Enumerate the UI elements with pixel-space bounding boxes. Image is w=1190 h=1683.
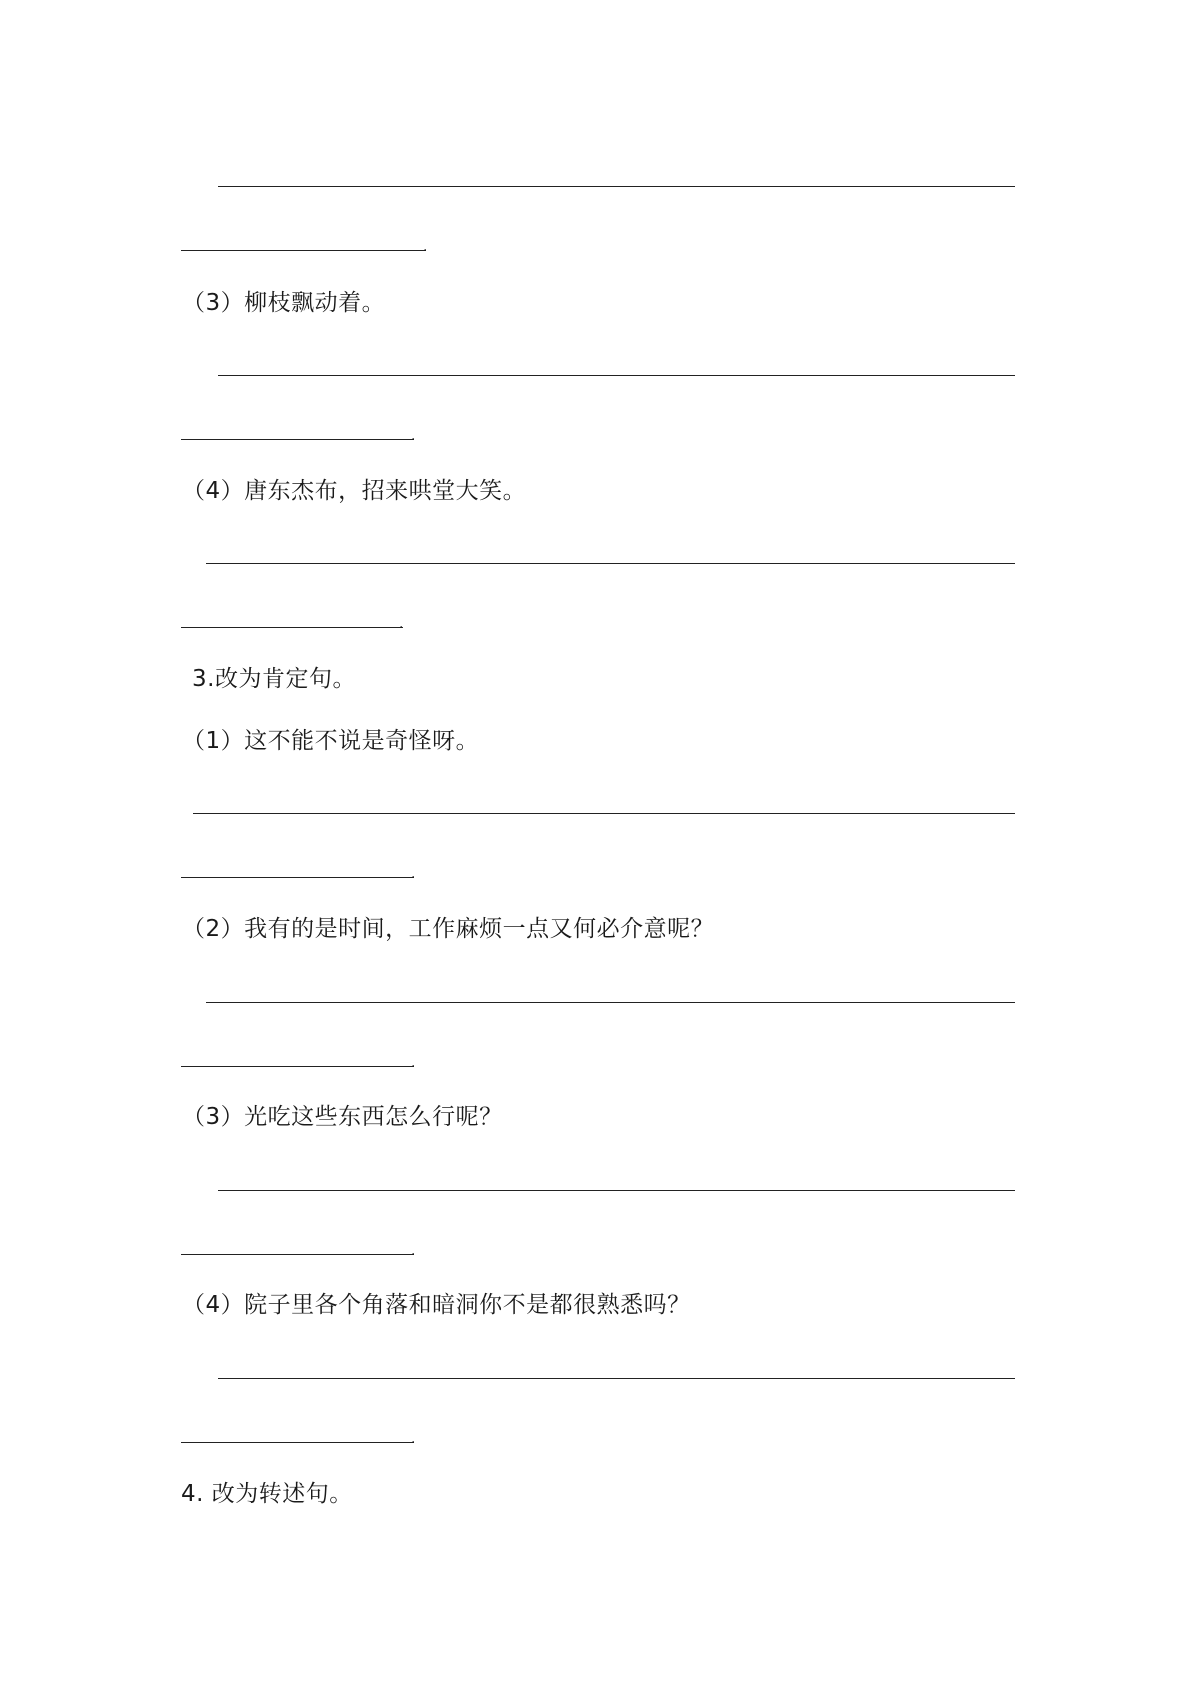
answer-line[interactable] [218,375,1015,376]
line-end-mark: . [411,866,416,882]
answer-line[interactable] [206,1002,1015,1003]
answer-line[interactable] [218,1190,1015,1191]
line-end-mark: . [399,616,404,632]
answer-line-end[interactable] [181,1442,414,1443]
section-3-heading: 3.改为肯定句。 [192,666,356,692]
question-3-1: （1）这不能不说是奇怪呀。 [182,728,480,754]
question-3-4: （4）院子里各个角落和暗洞你不是都很熟悉吗？ [182,1292,691,1318]
answer-line[interactable] [206,563,1015,564]
question-2-3: （3）柳枝飘动着。 [182,290,386,316]
answer-line-end[interactable] [181,439,414,440]
answer-line-end[interactable] [181,877,414,878]
question-3-3: （3）光吃这些东西怎么行呢？ [182,1104,503,1130]
line-end-mark: . [411,1243,416,1259]
answer-line[interactable] [193,813,1015,814]
line-end-mark: . [423,239,428,255]
section-4-heading: 4. 改为转述句。 [181,1481,353,1507]
answer-line[interactable] [218,1378,1015,1379]
line-end-mark: . [411,1055,416,1071]
answer-line-end[interactable] [181,250,426,251]
line-end-mark: . [411,1431,416,1447]
answer-line-end[interactable] [181,1254,414,1255]
question-3-2: （2）我有的是时间，工作麻烦一点又何必介意呢？ [182,916,715,942]
answer-line-end[interactable] [181,1066,414,1067]
answer-line-end[interactable] [181,627,403,628]
answer-line[interactable] [218,186,1015,187]
question-2-4: （4）唐东杰布，招来哄堂大笑。 [182,478,527,504]
line-end-mark: . [411,428,416,444]
